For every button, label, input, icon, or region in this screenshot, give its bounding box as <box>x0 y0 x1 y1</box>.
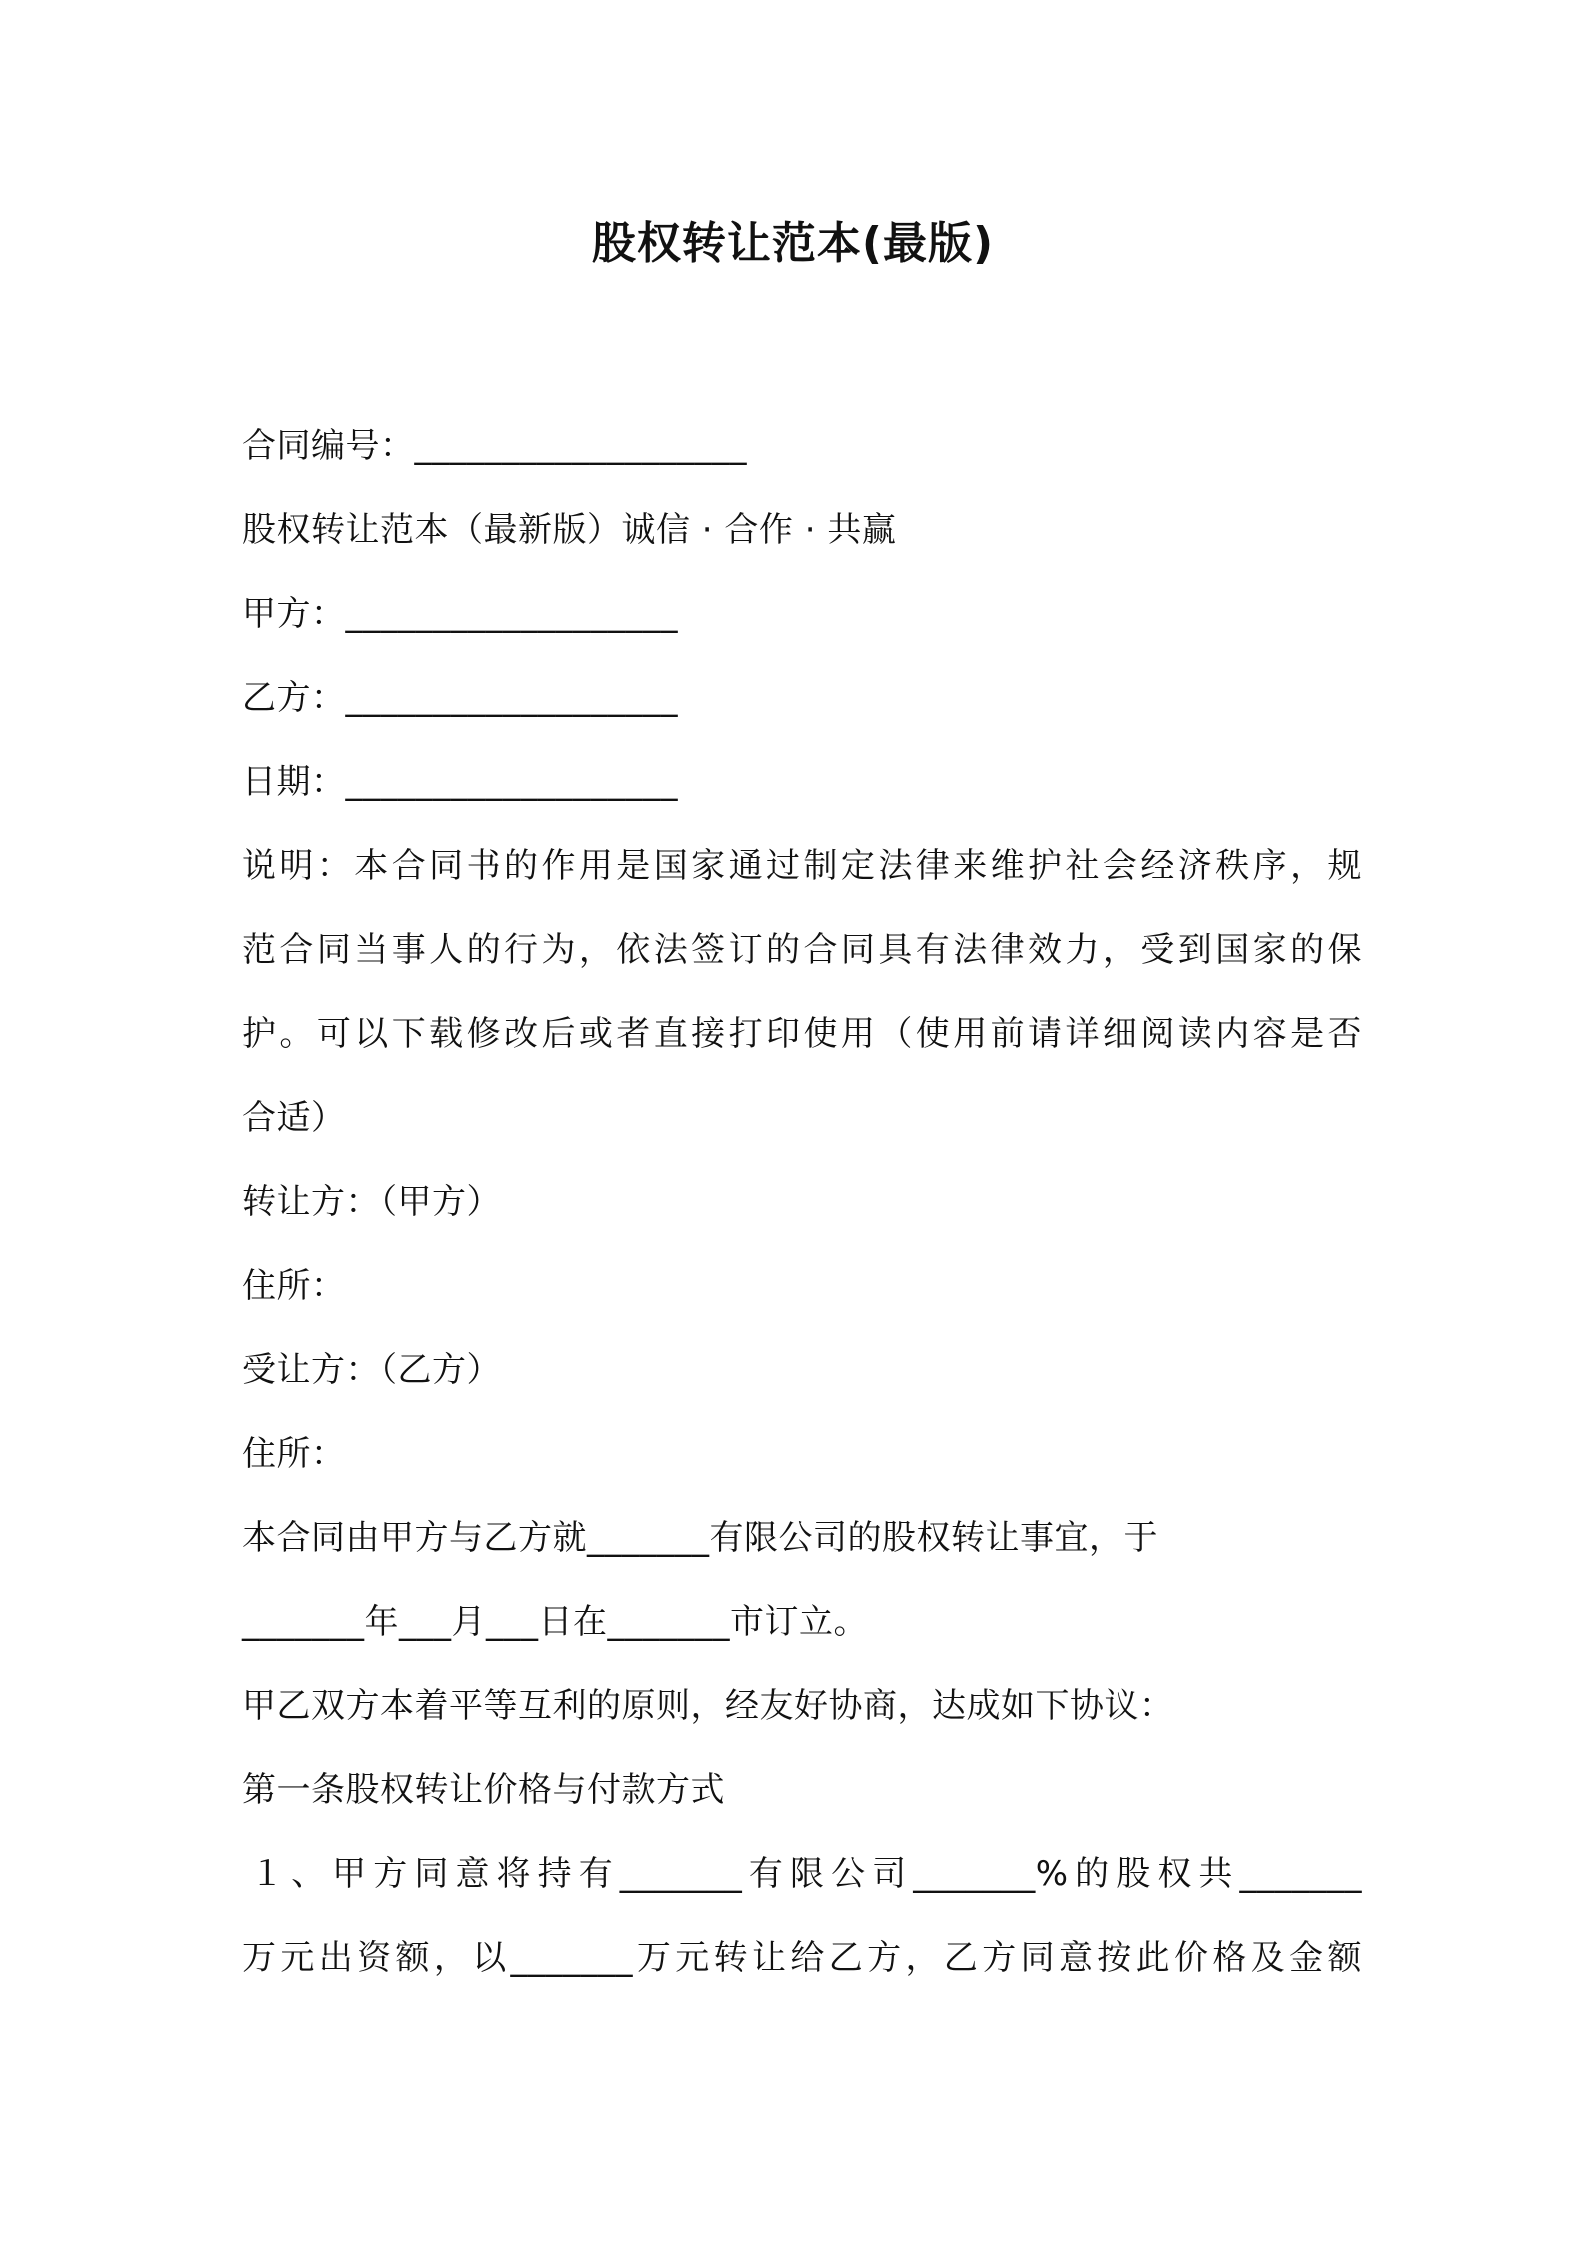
note-paragraph-line-2: 范合同当事人的行为，依法签订的合同具有法律效力，受到国家的保 <box>242 930 1362 970</box>
party-a-line: 甲方：___________________ <box>242 594 678 634</box>
note-paragraph-line-3: 护。可以下载修改后或者直接打印使用（使用前请详细阅读内容是否 <box>242 1014 1362 1054</box>
article-one-clause-line-1: １、甲方同意将持有_______有限公司_______%的股权共_______ <box>250 1854 1362 1894</box>
note-paragraph-line-1: 说明：本合同书的作用是国家通过制定法律来维护社会经济秩序，规 <box>242 846 1362 886</box>
article-one-clause-line-2: 万元出资额，以_______万元转让给乙方，乙方同意按此价格及金额 <box>242 1938 1362 1978</box>
note-paragraph-line-4: 合适） <box>242 1098 346 1138</box>
transferee-address-line: 住所： <box>242 1434 346 1474</box>
contract-number-line: 合同编号：___________________ <box>242 426 747 466</box>
document-title: 股权转让范本(最版) <box>591 218 995 269</box>
principle-line: 甲乙双方本着平等互利的原则，经友好协商，达成如下协议： <box>242 1686 1174 1726</box>
transferor-line: 转让方：（甲方） <box>242 1182 501 1222</box>
party-b-line: 乙方：___________________ <box>242 678 678 718</box>
transferor-address-line: 住所： <box>242 1266 346 1306</box>
transferee-line: 受让方：（乙方） <box>242 1350 501 1390</box>
date-line: 日期：___________________ <box>242 762 678 802</box>
subtitle-line: 股权转让范本（最新版）诚信 · 合作 · 共赢 <box>242 510 897 550</box>
article-one-heading: 第一条股权转让价格与付款方式 <box>242 1770 725 1810</box>
agreement-intro-line-1: 本合同由甲方与乙方就_______有限公司的股权转让事宜，于 <box>242 1518 1158 1558</box>
document-body <box>242 404 1362 2000</box>
agreement-intro-line-2: _______年___月___日在_______市订立。 <box>242 1602 868 1642</box>
